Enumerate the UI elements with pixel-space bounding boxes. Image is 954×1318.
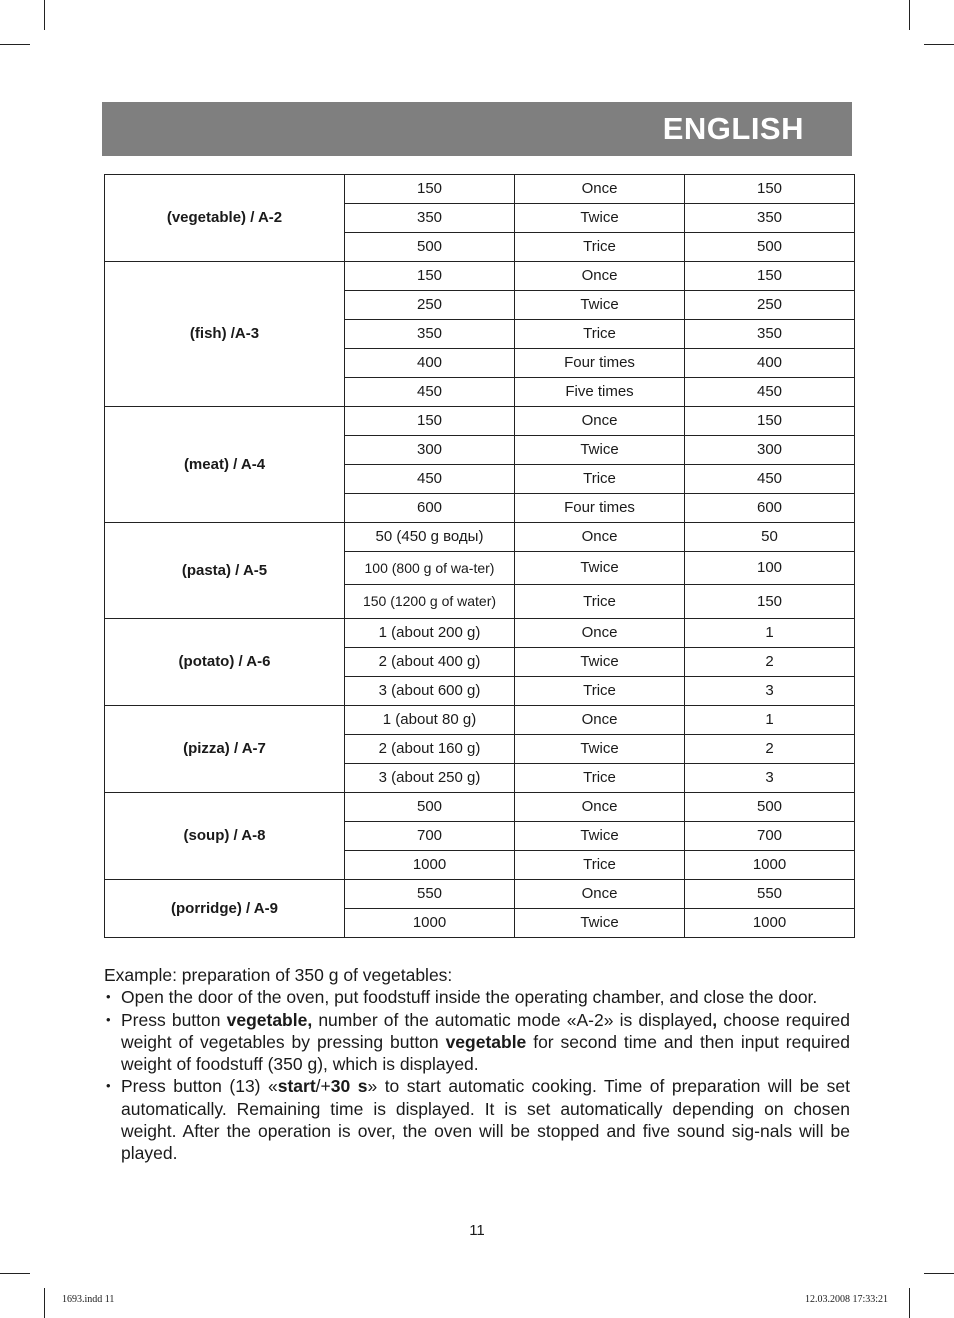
weight-cell: 500 [345, 793, 515, 822]
table-row [105, 880, 855, 909]
display-value-cell: 150 [685, 262, 855, 291]
press-count-cell: Once [515, 706, 685, 735]
press-count-cell: Twice [515, 822, 685, 851]
display-value-cell: 150 [685, 175, 855, 204]
display-value-cell: 2 [685, 735, 855, 764]
print-timestamp-slug: 12.03.2008 17:33:21 [804, 1294, 888, 1305]
weight-cell: 300 [345, 436, 515, 465]
weight-cell: 1 (about 200 g) [345, 619, 515, 648]
display-value-cell: 550 [685, 880, 855, 909]
press-count-cell: Twice [515, 735, 685, 764]
weight-cell: 3 (about 600 g) [345, 677, 515, 706]
press-count-cell: Once [515, 880, 685, 909]
weight-cell: 400 [345, 349, 515, 378]
table-row [105, 706, 855, 735]
mode-category: (porridge) / A-9 [105, 880, 345, 938]
press-count-cell: Twice [515, 291, 685, 320]
table-row [105, 619, 855, 648]
press-count-cell: Twice [515, 204, 685, 233]
weight-cell: 700 [345, 822, 515, 851]
vegetable-button-name: vegetable, [226, 1009, 313, 1030]
crop-mark [44, 0, 45, 30]
crop-mark [924, 44, 954, 45]
press-count-cell: Trice [515, 851, 685, 880]
table-row [105, 523, 855, 552]
plus-30s-button-name: 30 s [330, 1076, 368, 1097]
weight-cell: 350 [345, 320, 515, 349]
example-section [104, 964, 850, 1165]
weight-cell: 1000 [345, 851, 515, 880]
weight-cell: 150 [345, 407, 515, 436]
press-count-cell: Trice [515, 764, 685, 793]
display-value-cell: 250 [685, 291, 855, 320]
display-value-cell: 1000 [685, 909, 855, 938]
weight-cell: 2 (about 160 g) [345, 735, 515, 764]
weight-cell: 450 [345, 465, 515, 494]
table-row [105, 262, 855, 291]
mode-category: (meat) / A-4 [105, 407, 345, 523]
weight-cell: 600 [345, 494, 515, 523]
display-value-cell: 1 [685, 706, 855, 735]
display-value-cell: 2 [685, 648, 855, 677]
press-count-cell: Trice [515, 465, 685, 494]
press-count-cell: Twice [515, 552, 685, 585]
press-count-cell: Twice [515, 436, 685, 465]
mode-category: (fish) /A-3 [105, 262, 345, 407]
crop-mark [0, 1273, 30, 1274]
display-value-cell: 1 [685, 619, 855, 648]
mode-category: (potato) / A-6 [105, 619, 345, 706]
weight-cell: 250 [345, 291, 515, 320]
display-value-cell: 700 [685, 822, 855, 851]
weight-cell: 150 (1200 g of water) [345, 585, 515, 619]
weight-cell: 350 [345, 204, 515, 233]
display-value-cell: 150 [685, 585, 855, 619]
display-value-cell: 600 [685, 494, 855, 523]
instruction-item: • Open the door of the oven, put foodstuff inside the operating chamber, and close the door. [104, 986, 850, 1008]
page-number: 11 [469, 1222, 485, 1239]
press-count-cell: Four times [515, 349, 685, 378]
press-count-cell: Once [515, 619, 685, 648]
weight-cell: 1000 [345, 909, 515, 938]
crop-mark [909, 0, 910, 30]
display-value-cell: 100 [685, 552, 855, 585]
print-file-slug: 1693.indd 11 [62, 1294, 115, 1305]
display-value-cell: 150 [685, 407, 855, 436]
press-count-cell: Five times [515, 378, 685, 407]
crop-mark [909, 1288, 910, 1318]
weight-cell: 50 (450 g воды) [345, 523, 515, 552]
table-row [105, 793, 855, 822]
weight-cell: 100 (800 g of wa-ter) [345, 552, 515, 585]
instruction-item: • Press button vegetable, number of the automatic mode «A-2» is displayed, choose required weight of vegetables by pressing button vegetable for second time and then input required weight of foodstuff (350 g), which is displayed. [104, 1009, 850, 1076]
crop-mark [924, 1273, 954, 1274]
instruction-item: • Press button (13) «start/+30 s» to start automatic cooking. Time of preparation will be set automatically. Remaining time is displayed. It is set automatically depending on chosen weight. After the operation is over, the oven will be stopped and five sound sig-nals will be played. [104, 1075, 850, 1164]
table-row [105, 175, 855, 204]
press-count-cell: Once [515, 262, 685, 291]
press-count-cell: Trice [515, 677, 685, 706]
weight-cell: 500 [345, 233, 515, 262]
vegetable-button-name: vegetable [445, 1031, 527, 1052]
display-value-cell: 300 [685, 436, 855, 465]
display-value-cell: 50 [685, 523, 855, 552]
press-count-cell: Trice [515, 320, 685, 349]
press-count-cell: Once [515, 523, 685, 552]
language-banner [102, 102, 852, 156]
press-count-cell: Once [515, 175, 685, 204]
display-value-cell: 350 [685, 320, 855, 349]
language-title: ENGLISH [662, 111, 804, 146]
mode-category: (soup) / A-8 [105, 793, 345, 880]
example-intro: Example: preparation of 350 g of vegetables: [104, 965, 453, 985]
press-count-cell: Trice [515, 585, 685, 619]
press-count-cell: Once [515, 407, 685, 436]
display-value-cell: 400 [685, 349, 855, 378]
instruction-list [104, 986, 850, 1164]
mode-category: (vegetable) / A-2 [105, 175, 345, 262]
press-count-cell: Four times [515, 494, 685, 523]
mode-category: (pasta) / A-5 [105, 523, 345, 619]
display-value-cell: 450 [685, 465, 855, 494]
weight-cell: 1 (about 80 g) [345, 706, 515, 735]
display-value-cell: 3 [685, 677, 855, 706]
display-value-cell: 3 [685, 764, 855, 793]
table-row [105, 407, 855, 436]
display-value-cell: 1000 [685, 851, 855, 880]
display-value-cell: 500 [685, 233, 855, 262]
automatic-modes-table [104, 174, 855, 938]
weight-cell: 3 (about 250 g) [345, 764, 515, 793]
weight-cell: 150 [345, 175, 515, 204]
display-value-cell: 450 [685, 378, 855, 407]
start-button-name: start [277, 1076, 316, 1097]
press-count-cell: Twice [515, 909, 685, 938]
display-value-cell: 350 [685, 204, 855, 233]
press-count-cell: Once [515, 793, 685, 822]
display-value-cell: 500 [685, 793, 855, 822]
mode-category: (pizza) / A-7 [105, 706, 345, 793]
weight-cell: 2 (about 400 g) [345, 648, 515, 677]
crop-mark [44, 1288, 45, 1318]
crop-mark [0, 44, 30, 45]
press-count-cell: Twice [515, 648, 685, 677]
weight-cell: 150 [345, 262, 515, 291]
weight-cell: 550 [345, 880, 515, 909]
press-count-cell: Trice [515, 233, 685, 262]
weight-cell: 450 [345, 378, 515, 407]
